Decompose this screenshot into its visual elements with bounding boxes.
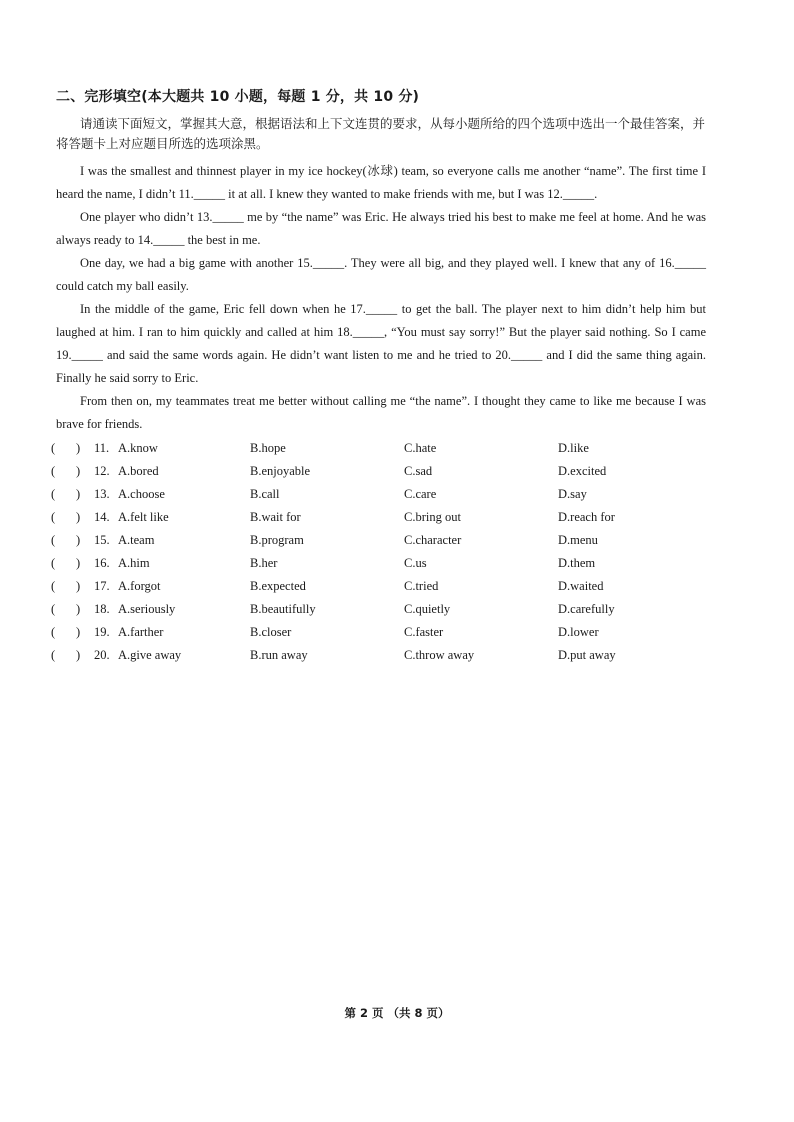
- passage-paragraph: One day, we had a big game with another 15._____. They were all big, and they played well. I knew that any of 16._____ could catch my ball easily.: [56, 256, 706, 293]
- cloze-passage: [56, 160, 706, 436]
- question-number: 14.: [94, 510, 110, 524]
- option-row: [0, 533, 794, 556]
- option-a: A.give away: [118, 648, 182, 662]
- option-a: A.farther: [118, 625, 164, 639]
- question-number: 11.: [94, 441, 110, 455]
- passage-paragraph: One player who didn’t 13._____ me by “the name” was Eric. He always tried his best to make me feel at home. And he was always ready to 14._____ the best in me.: [56, 210, 706, 247]
- section-heading: 二、完形填空(本大题共 10 小题，每题 1 分，共 10 分): [56, 89, 420, 105]
- answer-bracket-right: ): [76, 625, 81, 639]
- option-a: A.him: [118, 556, 150, 570]
- answer-bracket-right: ): [76, 441, 81, 455]
- option-b: B.her: [250, 556, 278, 570]
- option-d: D.lower: [558, 625, 599, 639]
- option-row: [0, 487, 794, 510]
- option-row: [0, 464, 794, 487]
- answer-bracket-left: (: [51, 533, 56, 547]
- option-d: D.say: [558, 487, 587, 501]
- option-d: D.reach for: [558, 510, 615, 524]
- answer-bracket-right: ): [76, 556, 81, 570]
- answer-bracket-right: ): [76, 487, 81, 501]
- answer-options-list: [0, 441, 794, 671]
- option-row: [0, 556, 794, 579]
- option-a: A.choose: [118, 487, 165, 501]
- option-b: B.call: [250, 487, 280, 501]
- option-a: A.team: [118, 533, 155, 547]
- answer-bracket-left: (: [51, 602, 56, 616]
- question-number: 17.: [94, 579, 110, 593]
- option-b: B.closer: [250, 625, 292, 639]
- answer-bracket-left: (: [51, 441, 56, 455]
- option-c: C.hate: [404, 441, 437, 455]
- option-d: D.like: [558, 441, 589, 455]
- option-b: B.expected: [250, 579, 306, 593]
- section-instruction: 请通读下面短文，掌握其大意，根据语法和上下文连贯的要求，从每小题所给的四个选项中选出一个最佳答案，并将答题卡上对应题目所选的选项涂黑。: [56, 116, 706, 151]
- option-c: C.sad: [404, 464, 433, 478]
- option-d: D.put away: [558, 648, 616, 662]
- question-number: 20.: [94, 648, 110, 662]
- option-row: [0, 579, 794, 602]
- answer-bracket-left: (: [51, 648, 56, 662]
- option-b: B.enjoyable: [250, 464, 311, 478]
- option-row: [0, 648, 794, 671]
- question-number: 12.: [94, 464, 110, 478]
- option-a: A.seriously: [118, 602, 176, 616]
- option-d: D.menu: [558, 533, 598, 547]
- page-number-footer: 第 2 页 （共 8 页）: [344, 1006, 450, 1020]
- option-c: C.faster: [404, 625, 444, 639]
- answer-bracket-right: ): [76, 533, 81, 547]
- answer-bracket-left: (: [51, 556, 56, 570]
- option-d: D.them: [558, 556, 596, 570]
- option-row: [0, 441, 794, 464]
- answer-bracket-right: ): [76, 602, 81, 616]
- option-a: A.felt like: [118, 510, 169, 524]
- option-c: C.quietly: [404, 602, 451, 616]
- option-b: B.run away: [250, 648, 308, 662]
- option-row: [0, 602, 794, 625]
- option-d: D.excited: [558, 464, 607, 478]
- answer-bracket-right: ): [76, 510, 81, 524]
- option-d: D.carefully: [558, 602, 615, 616]
- question-number: 16.: [94, 556, 110, 570]
- option-c: C.throw away: [404, 648, 475, 662]
- option-row: [0, 510, 794, 533]
- question-number: 19.: [94, 625, 110, 639]
- answer-bracket-right: ): [76, 464, 81, 478]
- option-b: B.hope: [250, 441, 286, 455]
- passage-paragraph: From then on, my teammates treat me better without calling me “the name”. I thought they came to like me because I was brave for friends.: [56, 394, 706, 431]
- option-b: B.beautifully: [250, 602, 316, 616]
- answer-bracket-left: (: [51, 510, 56, 524]
- answer-bracket-left: (: [51, 625, 56, 639]
- option-a: A.bored: [118, 464, 159, 478]
- option-b: B.wait for: [250, 510, 301, 524]
- option-a: A.know: [118, 441, 158, 455]
- option-c: C.care: [404, 487, 437, 501]
- answer-bracket-right: ): [76, 648, 81, 662]
- passage-paragraph: In the middle of the game, Eric fell down when he 17._____ to get the ball. The player next to him didn’t help him but laughed at him. I ran to him quickly and called at him 18._____, “You must say sorry!” But the player said nothing. So I came 19._____ and said the same words again. He didn’t want listen to me and he tried to 20._____ and I did the same thing again. Finally he said sorry to Eric.: [56, 302, 706, 385]
- question-number: 13.: [94, 487, 110, 501]
- option-c: C.bring out: [404, 510, 461, 524]
- answer-bracket-left: (: [51, 464, 56, 478]
- option-c: C.tried: [404, 579, 439, 593]
- question-number: 18.: [94, 602, 110, 616]
- option-c: C.character: [404, 533, 462, 547]
- option-b: B.program: [250, 533, 304, 547]
- option-c: C.us: [404, 556, 427, 570]
- option-d: D.waited: [558, 579, 604, 593]
- option-row: [0, 625, 794, 648]
- answer-bracket-left: (: [51, 579, 56, 593]
- option-a: A.forgot: [118, 579, 161, 593]
- passage-paragraph: I was the smallest and thinnest player in my ice hockey(冰球) team, so everyone calls me another “name”. The first time I heard the name, I didn’t 11._____ it at all. I knew they wanted to make friends with me, but I was 12._____.: [56, 164, 706, 201]
- answer-bracket-left: (: [51, 487, 56, 501]
- answer-bracket-right: ): [76, 579, 81, 593]
- question-number: 15.: [94, 533, 110, 547]
